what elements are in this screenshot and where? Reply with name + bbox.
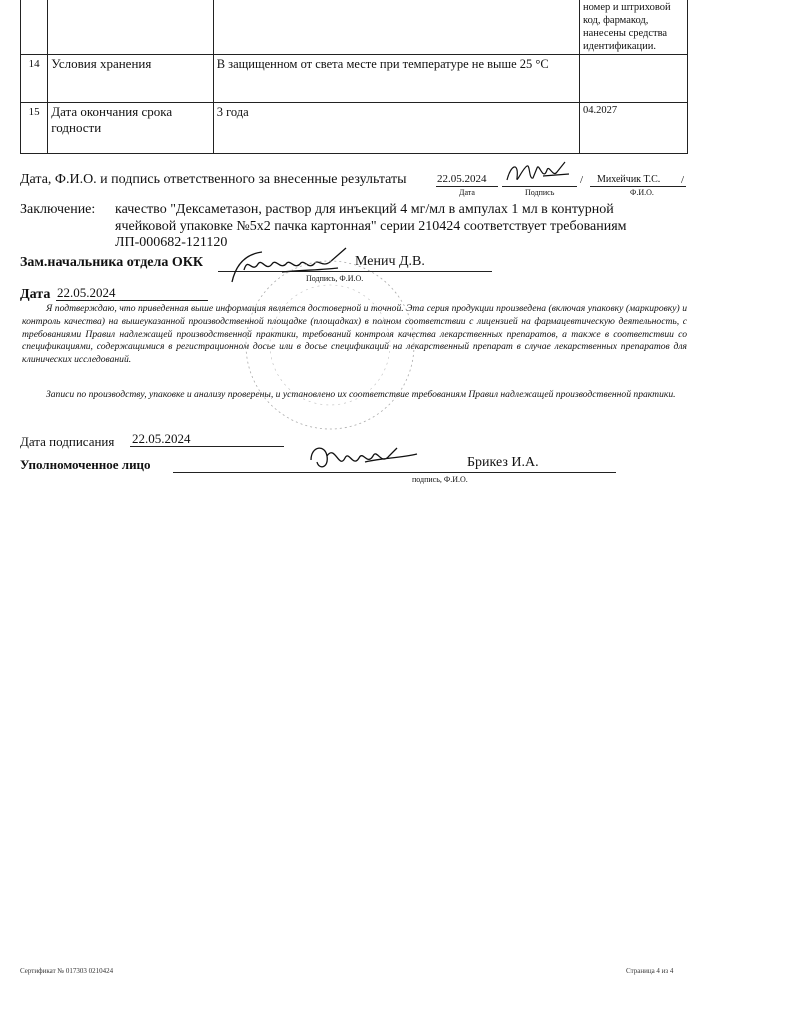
table-row (21, 55, 688, 103)
signing-date-underline (130, 446, 284, 447)
results-table (20, 0, 688, 154)
deputy-caption: Подпись, Ф.И.О. (306, 274, 364, 283)
caption-fio: Ф.И.О. (630, 188, 654, 197)
footer-certificate: Сертификат № 017303 0210424 (20, 967, 114, 975)
conclusion-line-2: ячейковой упаковке №5х2 пачка картонная" серии 210424 соответствует требованиям (115, 219, 627, 234)
confirmation-paragraph-1: Я подтверждаю, что приведенная выше информация является достоверной и точной. Эта серия продукции произведена (включая упаковку (маркировку) и контроль качества) на вышеуказанной производственной площадке (площадках) в полном соответствии с лицензией на фармацевтическую деятельность, с требованиями Правил надлежащей производственной практики, требований контроля качества лекарственных препаратов, а также в соответствии со спецификациями, содержащимися в регистрационном досье или в досье спецификаций на лекарственный препарат в случае лекарственных препаратов для клинических исследований. (22, 303, 687, 366)
row-result (580, 55, 688, 103)
conclusion-line-3: ЛП-000682-121120 (115, 235, 228, 250)
responsible-name: Михейчик Т.С. (597, 174, 661, 185)
responsible-signature (503, 158, 573, 188)
row-number: 14 (21, 55, 48, 103)
fio-underline (590, 186, 686, 187)
round-stamp (240, 255, 420, 435)
row-specification (213, 0, 579, 55)
footer-page: Страница 4 из 4 (626, 967, 674, 975)
conclusion-label: Заключение: (20, 202, 96, 217)
date-value: 22.05.2024 (57, 285, 116, 300)
responsible-date: 22.05.2024 (437, 173, 487, 185)
date-value-underline (56, 300, 208, 301)
date-underline (436, 186, 498, 187)
responsible-label: Дата, Ф.И.О. и подпись ответственного за внесенные результаты (20, 172, 407, 187)
authorized-person-signature (305, 440, 425, 478)
authorized-person-caption: подпись, Ф.И.О. (412, 475, 468, 484)
row-specification: В защищенном от света месте при температуре не выше 25 °С (213, 55, 579, 103)
row-result: номер и штриховой код, фармакод, нанесены средства идентификации. (580, 0, 688, 55)
caption-sign: Подпись (525, 188, 555, 197)
row-number: 15 (21, 103, 48, 154)
signing-date-value: 22.05.2024 (132, 431, 191, 446)
row-specification: 3 года (213, 103, 579, 154)
row-result: 04.2027 (580, 103, 688, 154)
deputy-name: Менич Д.В. (355, 254, 425, 269)
confirmation-paragraph-2: Записи по производству, упаковке и анализу проверены, и установлено их соответствие требованиям Правил надлежащей производственной практики. (46, 389, 676, 400)
date-label: Дата (20, 287, 51, 302)
row-parameter: Дата окончания срока годности (48, 103, 213, 154)
table-row (21, 0, 688, 55)
row-parameter: Условия хранения (48, 55, 213, 103)
signing-date-label: Дата подписания (20, 434, 115, 449)
caption-date: Дата (459, 188, 475, 197)
table-row (21, 103, 688, 154)
conclusion-line-1: качество "Дексаметазон, раствор для инъекций 4 мг/мл в ампулах 1 мл в контурной (115, 202, 614, 217)
row-number (21, 0, 48, 55)
authorized-person-label: Уполномоченное лицо (20, 457, 151, 472)
deputy-label: Зам.начальника отдела ОКК (20, 255, 204, 270)
row-parameter (48, 0, 213, 55)
authorized-person-name: Брикез И.А. (467, 455, 539, 470)
